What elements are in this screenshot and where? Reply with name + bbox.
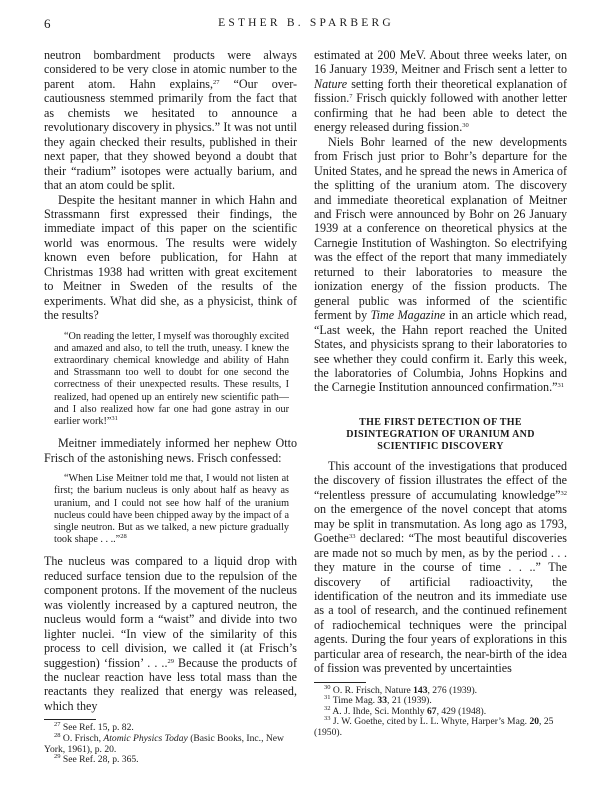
footnote-ref: 30 xyxy=(462,122,469,130)
footnote-ref: 33 xyxy=(348,533,356,541)
paragraph: Despite the hesitant manner in which Hahn and Strassmann first expressed their findings, the immediate impact of this paper on the scientific world was enormous. The results were widely known even before publication, for Hahn at Christmas 1938 had written with great excitement to Meitner in Sweden of the results of the experiments. What did she, as a physicist, think of the results? xyxy=(44,192,297,323)
footnotes xyxy=(314,683,567,739)
footnote: $^{30}$ O. R. Frisch, Nature 143, 276 (1939). xyxy=(324,683,478,696)
paragraph: Niels Bohr learned of the new developments from Frisch just prior to Bohr’s departure for the United States, and he spread the news in America of the splitting of the uranium atom. The discovery and immediate theoretical explanation of Meitner and Frisch were announced by Bohr on 26 January 1939 at a conference on theoretical physics at the Carnegie Institution of Washington. So electrifying was the effect of the report that many immediately returned to their laboratories to measure the ionization energy of the fission products. The general public was informed of the scientific ferment by Time Magazine in an article which read, “Last week, the Hahn report reached the United States, and physicists sprang to their laboratories to see whether they could confirm it. Early this week, the laboratories of Columbia, Johns Hopkins and the Carnegie Institution announced confirmation.”$^{31}$ xyxy=(314,134,567,395)
section-heading: THE FIRST DETECTION OF THE DISINTEGRATION OF URANIUM AND SCIENTIFIC DISCOVERY xyxy=(346,416,535,452)
paragraph: Meitner immediately informed her nephew Otto Frisch of the astonishing news. Frisch confessed: xyxy=(44,436,297,465)
block-quote: “On reading the letter, I myself was thoroughly excited and amazed and also, to tell the truth, uneasy. I knew the extraordinary chemical knowledge and ability of Hahn and Strassmann too well to doubt for one second the correctness of their unexpected results. These results, I realized, had opened up an entirely new scientific path—and I also realized how far one had gone astray in our earlier work!”$^{31}$ xyxy=(54,330,289,428)
running-head: ESTHER B. SPARBERG xyxy=(218,17,394,29)
footnote: $^{28}$ O. Frisch, Atomic Physics Today (Basic Books, Inc., New York, 1961), p. 20. xyxy=(44,731,284,755)
footnote: $^{27}$ See Ref. 15, p. 82. xyxy=(54,721,134,734)
page-header xyxy=(44,16,568,32)
footnote-ref: 7 xyxy=(349,93,353,101)
right-column xyxy=(314,48,567,739)
footnote-ref: 28 xyxy=(120,533,127,541)
page-number: 6 xyxy=(44,16,51,31)
footnote-ref: 31 xyxy=(557,382,564,390)
footnote-ref: 31 xyxy=(111,415,118,423)
paragraph: neutron bombardment products were always considered to be very close in atomic number to the parent atom. Hahn explains,$^{27}$ “Our over-cautiousness stemmed primarily from the fact that as chemists we hesitated to announce a revolutionary discovery in physics.” It was not until they again checked their results, published in their next paper, that they showed beyond a doubt that their “radium” isotopes were actually barium, and that an atom could be split. xyxy=(44,48,298,193)
paragraph: estimated at 200 MeV. About three weeks later, on 16 January 1939, Meitner and Frisch sent a letter to Nature setting forth their theoretical explanation of fission.$^7$ Frisch quickly followed with another letter confirming that he had been able to detect the energy released during fission.$^{30}$ xyxy=(314,48,567,135)
footnotes xyxy=(44,723,297,765)
paragraph: The nucleus was compared to a liquid drop with reduced surface tension due to the repulsion of the component protons. If the movement of the nucleus was violently increased by a captured neutron, the nucleus would form a “waist” and divide into two lighter nuclei. “In view of the similarity of this process to cell division, we called it (at Frisch’s suggestion) ‘fission’ . . ..$^{29}$ Because the products of the nuclear reaction have less total mass than the reactants they realized that energy was released, which they xyxy=(44,554,297,713)
block-quote: “When Lise Meitner told me that, I would not listen at first; the barium nucleus is only about half as heavy as uranium, and I could not see how half of the uranium nucleus could have been chipped away by the impact of a single neutron. But as we talked, a new picture gradually took shape . . ..”$^{28}$ xyxy=(54,473,289,546)
footnote: $^{33}$ J. W. Goethe, cited by L. L. Whyte, Harper’s Mag. 20, 25 (1950). xyxy=(314,715,554,739)
paragraph: This account of the investigations that produced the discovery of fission illustrates the effect of the “relentless pressure of accumulating knowledge”$^{32}$ on the emergence of the novel concept that atoms may be split in transmutation. As long ago as 1793, Goethe$^{33}$ declared: “The most beautiful discoveries are made not so much by men, as by the period . . . they mature in the course of time . . ..” The discovery of artificial radioactivity, the identification of the neutron and its immediate use as a tool of research, and the continued refinement of radiochemical techniques were the principal agents. During the four years of explorations in this particular area of research, the near-birth of the idea of fission was prevented by uncertainties xyxy=(314,458,567,676)
left-column xyxy=(44,48,297,766)
footnote-ref: 27 xyxy=(213,78,220,86)
footnote: $^{29}$ See Ref. 28, p. 365. xyxy=(54,753,139,766)
footnote: $^{31}$ Time Mag. 33, 21 (1939). xyxy=(324,694,432,707)
footnote-divider xyxy=(314,682,366,683)
footnote-ref: 32 xyxy=(560,489,567,497)
footnote: $^{32}$ A. J. Ihde, Sci. Monthly 67, 429 (1948). xyxy=(324,704,487,717)
footnote-ref: 29 xyxy=(167,657,174,665)
footnote-divider xyxy=(44,719,96,720)
